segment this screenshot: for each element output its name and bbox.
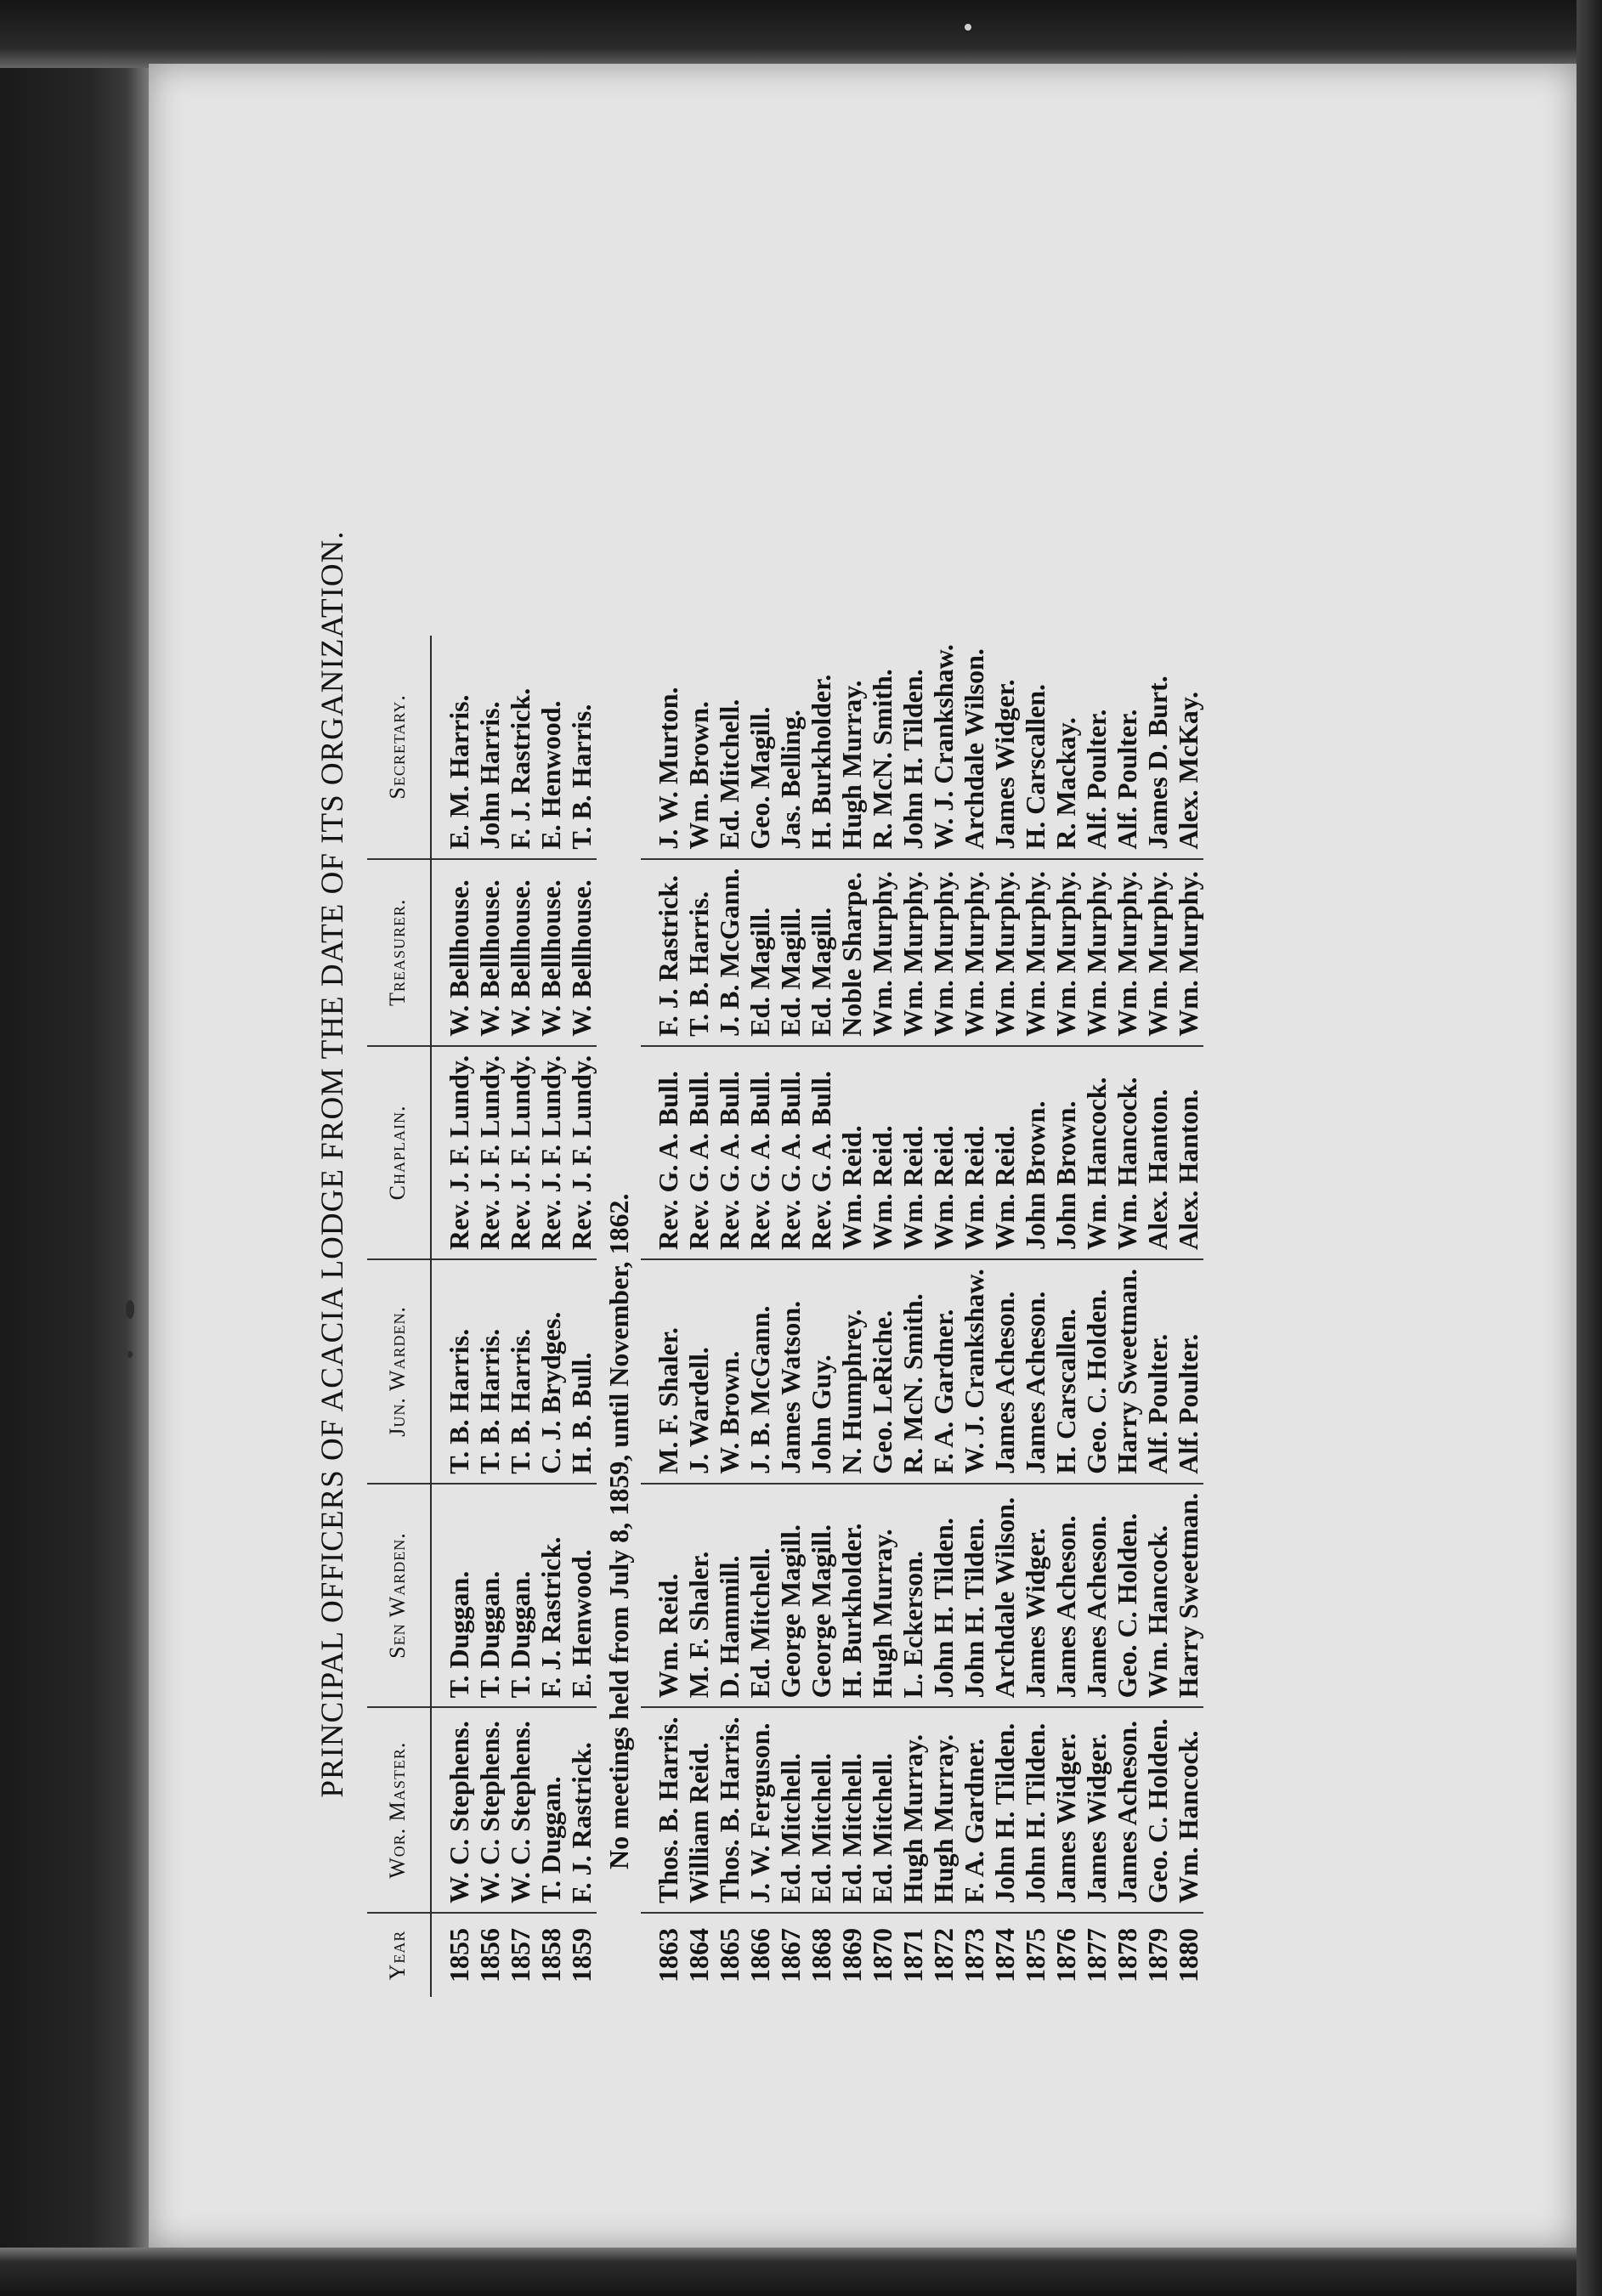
note-section [597, 636, 641, 1997]
cell-treasurer: Ed. Magill. [806, 859, 836, 1046]
cell-secretary: Geo. Magill. [744, 636, 775, 859]
cell-jun-warden: James Acheson. [989, 1259, 1020, 1484]
cell-chaplain: Alex. Hanton. [1173, 1046, 1203, 1259]
cell-sen-warden: James Widger. [1020, 1484, 1050, 1708]
cell-secretary: H. Burkholder. [806, 636, 836, 859]
cell-year: 1869 [836, 1928, 867, 1982]
cell-year: 1877 [1081, 1928, 1112, 1982]
cell-year: 1870 [867, 1928, 897, 1982]
cell-treasurer: W. Bellhouse. [474, 859, 505, 1046]
cell-treasurer: W. Bellhouse. [505, 859, 535, 1046]
cell-year: 1865 [714, 1928, 744, 1982]
cell-chaplain: John Brown. [1050, 1046, 1081, 1259]
cell-sen-warden: John H. Tilden. [928, 1484, 959, 1708]
early-rows [431, 636, 597, 1997]
late-rows [641, 636, 1203, 1997]
cell-sen-warden: Hugh Murray. [867, 1484, 897, 1708]
cell-jun-warden: J. Wardell. [683, 1259, 714, 1484]
cell-wor-master: W. C. Stephens. [505, 1707, 535, 1913]
cell-treasurer: Wm. Murphy. [1050, 859, 1081, 1046]
cell-wor-master: W. C. Stephens. [474, 1707, 505, 1913]
table-row [1050, 636, 1081, 1997]
cell-chaplain: Rev. G. A. Bull. [744, 1046, 775, 1259]
cell-treasurer: W. Bellhouse. [431, 859, 474, 1046]
cell-jun-warden: T. B. Harris. [431, 1259, 474, 1484]
table-row [1081, 636, 1112, 1997]
cell-sen-warden: Wm. Hancock. [1142, 1484, 1173, 1708]
cell-chaplain: Rev. J. F. Lundy. [505, 1046, 535, 1259]
cell-secretary: Hugh Murray. [836, 636, 867, 859]
table-row [744, 636, 775, 1997]
cell-chaplain: Rev. J. F. Lundy. [566, 1046, 597, 1259]
cell-wor-master: John H. Tilden. [989, 1707, 1020, 1913]
cell-treasurer: Wm. Murphy. [1173, 859, 1203, 1046]
cell-year: 1880 [1173, 1928, 1203, 1982]
cell-year: 1866 [744, 1928, 775, 1982]
table-row [1173, 636, 1203, 1997]
cell-secretary: R. Mackay. [1050, 636, 1081, 859]
cell-wor-master: James Widger. [1081, 1707, 1112, 1913]
cell-year: 1873 [959, 1928, 989, 1982]
cell-sen-warden: George Magill. [806, 1484, 836, 1708]
cell-year: 1858 [535, 1928, 566, 1982]
note-row [597, 636, 641, 1997]
cell-secretary: Wm. Brown. [683, 636, 714, 859]
officers-table [367, 636, 1203, 1997]
scan-speck [965, 24, 971, 31]
scan-speck [126, 1300, 134, 1319]
cell-chaplain: Wm. Reid. [867, 1046, 897, 1259]
cell-sen-warden: James Acheson. [1081, 1484, 1112, 1708]
cell-year: 1871 [897, 1928, 928, 1982]
cell-sen-warden: Archdale Wilson. [989, 1484, 1020, 1708]
cell-year: 1879 [1142, 1928, 1173, 1982]
table-row [683, 636, 714, 1997]
cell-jun-warden: T. B. Harris. [505, 1259, 535, 1484]
cell-sen-warden: T. Duggan. [505, 1484, 535, 1708]
cell-year: 1863 [653, 1928, 683, 1982]
cell-treasurer: Ed. Magill. [744, 859, 775, 1046]
cell-jun-warden: H. B. Bull. [566, 1259, 597, 1484]
table-row [897, 636, 928, 1997]
cell-year: 1878 [1112, 1928, 1142, 1982]
cell-treasurer: Wm. Murphy. [1142, 859, 1173, 1046]
cell-treasurer: Wm. Murphy. [1112, 859, 1142, 1046]
cell-chaplain: Rev. G. A. Bull. [806, 1046, 836, 1259]
cell-secretary: T. B. Harris. [566, 636, 597, 859]
table-row [566, 636, 597, 1997]
cell-chaplain: Wm. Hancock. [1081, 1046, 1112, 1259]
scan-speck [127, 1351, 133, 1358]
table-row [775, 636, 806, 1997]
page-title: PRINCIPAL OFFICERS OF ACACIA LODGE FROM THE DATE OF ITS ORGANIZATION. [315, 530, 350, 1798]
cell-year: 1855 [444, 1928, 474, 1982]
cell-secretary: Jas. Belling. [775, 636, 806, 859]
cell-secretary: James D. Burt. [1142, 636, 1173, 859]
table-row [474, 636, 505, 1997]
table-row [505, 636, 535, 1997]
cell-sen-warden: Geo. C. Holden. [1112, 1484, 1142, 1708]
cell-treasurer: Wm. Murphy. [1020, 859, 1050, 1046]
cell-sen-warden: H. Burkholder. [836, 1484, 867, 1708]
cell-chaplain: Rev. J. F. Lundy. [474, 1046, 505, 1259]
cell-secretary: F. J. Rastrick. [505, 636, 535, 859]
cell-jun-warden: R. McN. Smith. [897, 1259, 928, 1484]
cell-year: 1856 [474, 1928, 505, 1982]
scan-border-top [0, 0, 1602, 68]
cell-year: 1864 [683, 1928, 714, 1982]
table-row [806, 636, 836, 1997]
cell-sen-warden: M. F. Shaler. [683, 1484, 714, 1708]
table-row [1142, 636, 1173, 1997]
cell-jun-warden: W. Brown. [714, 1259, 744, 1484]
cell-secretary: James Widger. [989, 636, 1020, 859]
cell-treasurer: W. Bellhouse. [566, 859, 597, 1046]
cell-chaplain: Wm. Reid. [836, 1046, 867, 1259]
cell-year: 1876 [1050, 1928, 1081, 1982]
cell-chaplain: Rev. J. F. Lundy. [535, 1046, 566, 1259]
header-secretary: Secretary. [367, 636, 431, 859]
table-row [431, 636, 474, 1997]
no-meetings-note: No meetings held from July 8, 1859, until November, 1862. [603, 1193, 634, 1869]
cell-secretary: Alf. Poulter. [1112, 636, 1142, 859]
cell-sen-warden: Ed. Mitchell. [744, 1484, 775, 1708]
cell-treasurer: W. Bellhouse. [535, 859, 566, 1046]
cell-jun-warden: James Watson. [775, 1259, 806, 1484]
header-treasurer: Treasurer. [367, 859, 431, 1046]
cell-jun-warden: Alf. Poulter. [1142, 1259, 1173, 1484]
cell-sen-warden: E. Henwood. [566, 1484, 597, 1708]
cell-wor-master: J. W. Ferguson. [744, 1707, 775, 1913]
table-row [1020, 636, 1050, 1997]
scan-border-bottom [0, 2248, 1602, 2296]
cell-wor-master: Geo. C. Holden. [1142, 1707, 1173, 1913]
table-row [535, 636, 566, 1997]
table-row [1112, 636, 1142, 1997]
cell-year: 1874 [989, 1928, 1020, 1982]
cell-sen-warden: John H. Tilden. [959, 1484, 989, 1708]
cell-wor-master: Hugh Murray. [928, 1707, 959, 1913]
cell-wor-master: W. C. Stephens. [431, 1707, 474, 1913]
cell-wor-master: F. A. Gardner. [959, 1707, 989, 1913]
header-year: Year [367, 1913, 431, 1997]
cell-treasurer: Ed. Magill. [775, 859, 806, 1046]
cell-chaplain: Rev. G. A. Bull. [641, 1046, 683, 1259]
cell-chaplain: Alex. Hanton. [1142, 1046, 1173, 1259]
cell-year: 1868 [806, 1928, 836, 1982]
cell-secretary: Alex. McKay. [1173, 636, 1203, 859]
cell-chaplain: John Brown. [1020, 1046, 1050, 1259]
table-row [836, 636, 867, 1997]
cell-year: 1859 [566, 1928, 597, 1982]
cell-wor-master: Thos. B. Harris. [641, 1707, 683, 1913]
cell-jun-warden: N. Humphrey. [836, 1259, 867, 1484]
cell-chaplain: Wm. Reid. [897, 1046, 928, 1259]
cell-secretary: Ed. Mitchell. [714, 636, 744, 859]
cell-secretary: John H. Tilden. [897, 636, 928, 859]
cell-secretary: E. M. Harris. [431, 636, 474, 859]
cell-sen-warden: Harry Sweetman. [1173, 1484, 1203, 1708]
cell-sen-warden: George Magill. [775, 1484, 806, 1708]
cell-wor-master: Thos. B. Harris. [714, 1707, 744, 1913]
table-row [989, 636, 1020, 1997]
cell-sen-warden: F. J. Rastrick. [535, 1484, 566, 1708]
cell-treasurer: Wm. Murphy. [989, 859, 1020, 1046]
cell-treasurer: Wm. Murphy. [867, 859, 897, 1046]
table-row [959, 636, 989, 1997]
cell-sen-warden: L. Eckerson. [897, 1484, 928, 1708]
cell-sen-warden: Wm. Reid. [641, 1484, 683, 1708]
rotated-content [314, 280, 1385, 2048]
cell-sen-warden: D. Hammill. [714, 1484, 744, 1708]
header-chaplain: Chaplain. [367, 1046, 431, 1259]
cell-jun-warden: Geo. C. Holden. [1081, 1259, 1112, 1484]
cell-jun-warden: H. Carscallen. [1050, 1259, 1081, 1484]
cell-chaplain: Rev. G. A. Bull. [775, 1046, 806, 1259]
header-jun-warden: Jun. Warden. [367, 1259, 431, 1484]
table-row [641, 636, 683, 1997]
cell-wor-master: Ed. Mitchell. [806, 1707, 836, 1913]
cell-jun-warden: T. B. Harris. [474, 1259, 505, 1484]
cell-jun-warden: J. B. McGann. [744, 1259, 775, 1484]
header-wor-master: Wor. Master. [367, 1707, 431, 1913]
cell-treasurer: Wm. Murphy. [959, 859, 989, 1046]
cell-wor-master: Wm. Hancock. [1173, 1707, 1203, 1913]
cell-sen-warden: James Acheson. [1050, 1484, 1081, 1708]
cell-chaplain: Wm. Reid. [928, 1046, 959, 1259]
cell-treasurer: F. J. Rastrick. [641, 859, 683, 1046]
cell-wor-master: John H. Tilden. [1020, 1707, 1050, 1913]
cell-wor-master: T. Duggan. [535, 1707, 566, 1913]
cell-wor-master: Ed. Mitchell. [867, 1707, 897, 1913]
table-row [714, 636, 744, 1997]
scan-border-left [0, 0, 149, 2296]
cell-jun-warden: Alf. Poulter. [1173, 1259, 1203, 1484]
scan-border-right [1577, 0, 1602, 2296]
cell-year: 1857 [505, 1928, 535, 1982]
cell-chaplain: Wm. Hancock. [1112, 1046, 1142, 1259]
cell-chaplain: Rev. G. A. Bull. [683, 1046, 714, 1259]
cell-secretary: H. Carscallen. [1020, 636, 1050, 859]
cell-treasurer: T. B. Harris. [683, 859, 714, 1046]
cell-secretary: John Harris. [474, 636, 505, 859]
cell-secretary: W. J. Crankshaw. [928, 636, 959, 859]
cell-wor-master: Ed. Mitchell. [775, 1707, 806, 1913]
cell-secretary: J. W. Murton. [641, 636, 683, 859]
cell-wor-master: James Acheson. [1112, 1707, 1142, 1913]
cell-secretary: Alf. Poulter. [1081, 636, 1112, 859]
table-header-row [367, 636, 431, 1997]
cell-chaplain: Rev. J. F. Lundy. [431, 1046, 474, 1259]
cell-chaplain: Rev. G. A. Bull. [714, 1046, 744, 1259]
cell-secretary: E. Henwood. [535, 636, 566, 859]
cell-jun-warden: James Acheson. [1020, 1259, 1050, 1484]
cell-chaplain: Wm. Reid. [959, 1046, 989, 1259]
cell-year: 1867 [775, 1928, 806, 1982]
table-row [867, 636, 897, 1997]
cell-sen-warden: T. Duggan. [431, 1484, 474, 1708]
cell-jun-warden: Harry Sweetman. [1112, 1259, 1142, 1484]
cell-wor-master: Ed. Mitchell. [836, 1707, 867, 1913]
cell-treasurer: J. B. McGann. [714, 859, 744, 1046]
cell-wor-master: James Widger. [1050, 1707, 1081, 1913]
cell-treasurer: Wm. Murphy. [897, 859, 928, 1046]
cell-jun-warden: M. F. Shaler. [641, 1259, 683, 1484]
cell-wor-master: F. J. Rastrick. [566, 1707, 597, 1913]
cell-secretary: R. McN. Smith. [867, 636, 897, 859]
cell-treasurer: Noble Sharpe. [836, 859, 867, 1046]
cell-wor-master: William Reid. [683, 1707, 714, 1913]
cell-wor-master: Hugh Murray. [897, 1707, 928, 1913]
cell-secretary: Archdale Wilson. [959, 636, 989, 859]
cell-year: 1872 [928, 1928, 959, 1982]
cell-sen-warden: T. Duggan. [474, 1484, 505, 1708]
cell-treasurer: Wm. Murphy. [1081, 859, 1112, 1046]
cell-jun-warden: C. J. Brydges. [535, 1259, 566, 1484]
header-sen-warden: Sen Warden. [367, 1484, 431, 1708]
cell-jun-warden: F. A. Gardner. [928, 1259, 959, 1484]
cell-jun-warden: W. J. Crankshaw. [959, 1259, 989, 1484]
cell-chaplain: Wm. Reid. [989, 1046, 1020, 1259]
table-row [928, 636, 959, 1997]
cell-jun-warden: John Guy. [806, 1259, 836, 1484]
cell-treasurer: Wm. Murphy. [928, 859, 959, 1046]
cell-jun-warden: Geo. LeRiche. [867, 1259, 897, 1484]
cell-year: 1875 [1020, 1928, 1050, 1982]
